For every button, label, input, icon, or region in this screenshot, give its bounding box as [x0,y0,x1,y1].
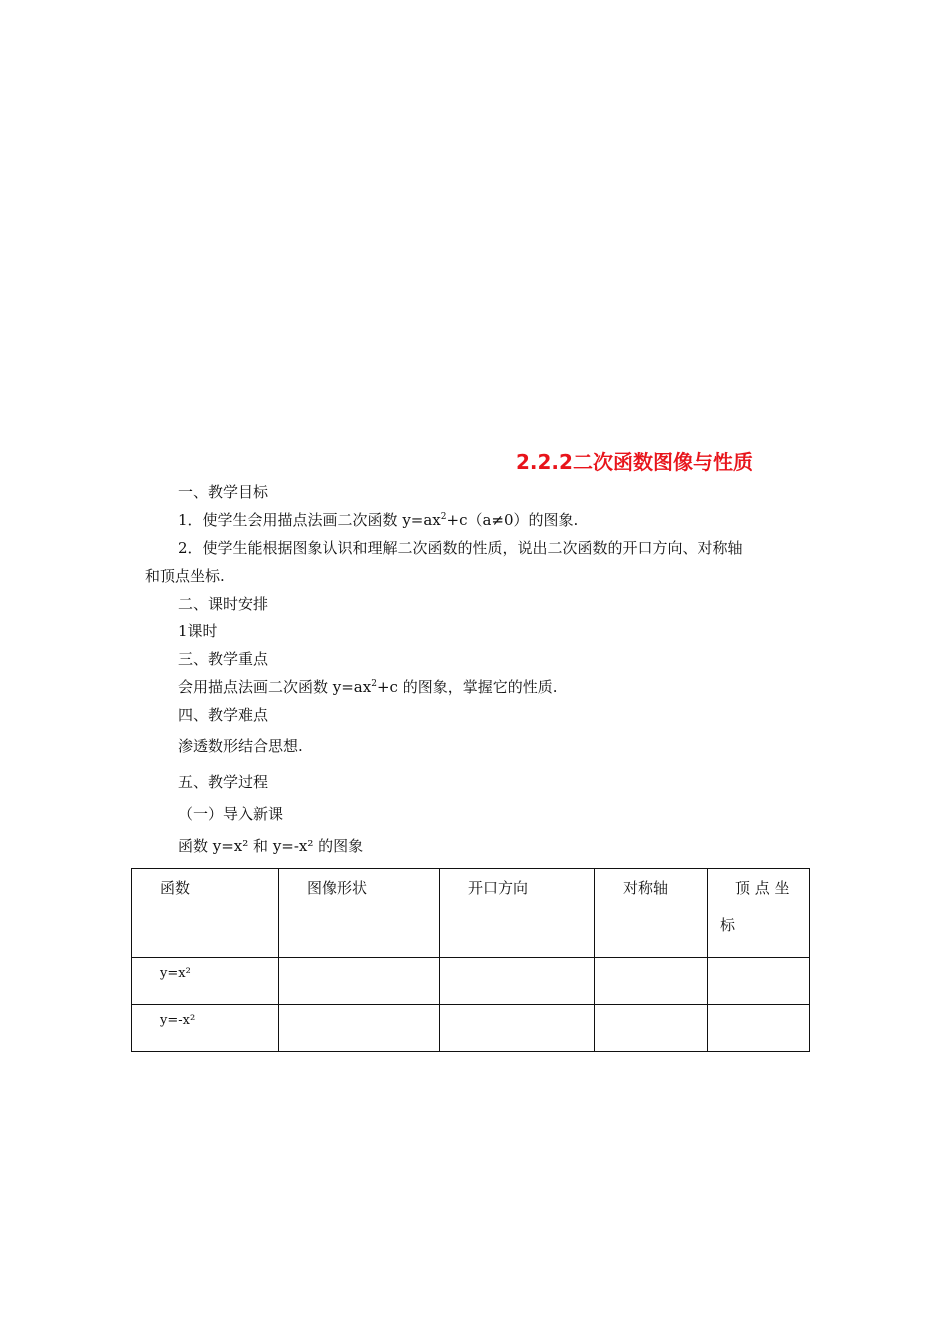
table-cell [708,958,810,1005]
section-4-text: 渗透数形结合思想. [178,737,303,755]
table-cell [595,958,708,1005]
table-row [132,1005,810,1052]
function-table [131,868,810,1052]
table-cell [440,1005,595,1052]
header-cell-opening [440,869,595,958]
goal-2-line-1: 2．使学生能根据图象认识和理解二次函数的性质，说出二次函数的开口方向、对称轴 [178,539,743,557]
table-cell [708,1005,810,1052]
section-2-text: 1课时 [178,622,218,640]
cell-value [708,958,809,966]
goal-1-suffix: +c（a≠0）的图象. [446,511,579,529]
section-5-heading: 五、教学过程 [178,773,269,791]
header-vertex-label-line-1: 顶 点 坐 [735,879,790,897]
header-cell-axis [595,869,708,958]
goal-1-exponent: 2 [440,512,447,522]
page-title: 2.2.2二次函数图像与性质 [516,450,753,474]
header-shape-label: 图像形状 [307,879,368,897]
section-3-heading: 三、教学重点 [178,650,269,668]
table-cell [279,958,440,1005]
cell-value [279,958,439,966]
cell-value [440,1005,594,1013]
section-3-text [178,676,557,698]
cell-value [708,1005,809,1013]
goal-1 [178,509,578,531]
table-header-row [132,869,810,958]
goal-1-text: 1．使学生会用描点法画二次函数 y=ax [178,511,441,529]
cell-value [279,1005,439,1013]
table-cell [440,958,595,1005]
table-cell [279,1005,440,1052]
header-vertex-label-line-2: 标 [720,916,736,934]
subsection-1-heading: （一）导入新课 [178,805,284,823]
table-cell [595,1005,708,1052]
section-1-heading: 一、教学目标 [178,483,269,501]
cell-value [440,958,594,966]
goal-2-line-2: 和顶点坐标. [145,567,225,585]
table-cell [132,958,279,1005]
section-2-heading: 二、课时安排 [178,595,269,613]
section-3-exponent: 2 [371,679,377,689]
cell-value [595,1005,707,1013]
header-cell-vertex [708,869,810,958]
cell-value [595,958,707,966]
row-function-label: y=x² [160,966,191,981]
header-cell-shape [279,869,440,958]
table-cell [132,1005,279,1052]
header-opening-label: 开口方向 [468,879,529,897]
section-4-heading: 四、教学难点 [178,706,269,724]
header-cell-function [132,869,279,958]
header-axis-label: 对称轴 [623,879,669,897]
section-3-text-suffix: +c 的图象，掌握它的性质. [376,678,558,696]
header-function-label: 函数 [160,879,191,897]
section-3-text-main: 会用描点法画二次函数 y=ax [178,678,372,696]
row-function-label: y=-x² [160,1013,196,1028]
table-caption: 函数 y=x² 和 y=-x² 的图象 [178,837,364,855]
table-row [132,958,810,1005]
